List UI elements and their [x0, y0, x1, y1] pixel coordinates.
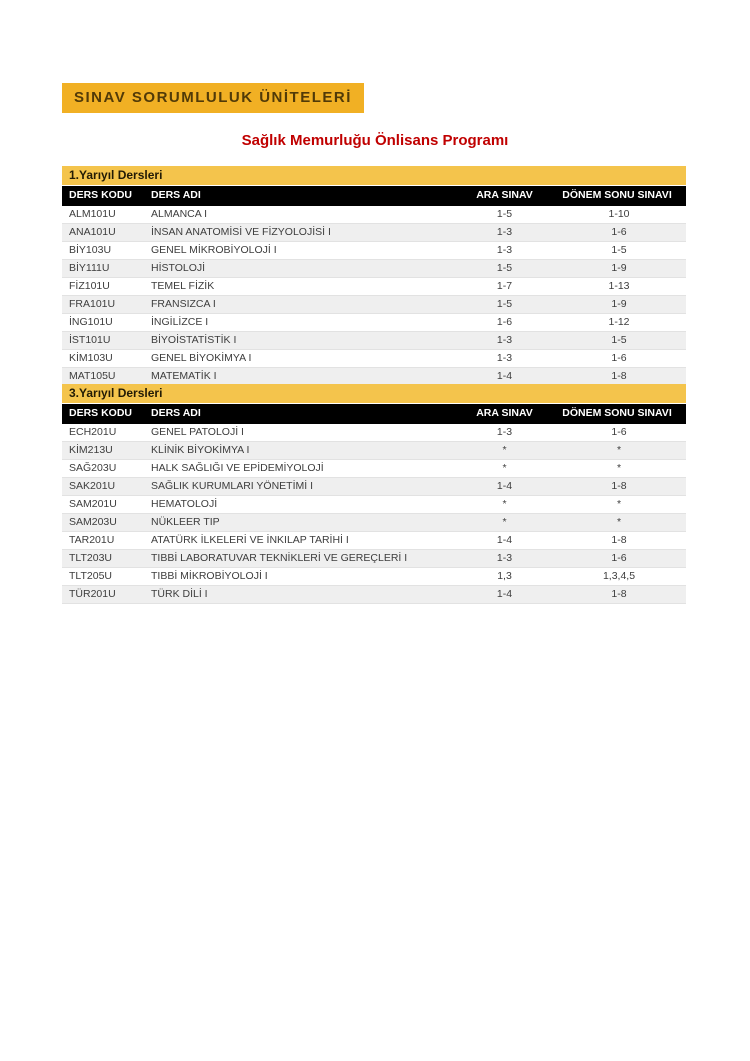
course-name: HEMATOLOJİ	[147, 496, 457, 514]
course-code: FRA101U	[62, 296, 147, 314]
course-name: BİYOİSTATİSTİK I	[147, 332, 457, 350]
col-header-ders-adi: DERS ADI	[147, 404, 457, 424]
course-name: GENEL PATOLOJİ I	[147, 424, 457, 442]
table-section-semester-3	[62, 384, 686, 604]
course-code: TLT205U	[62, 568, 147, 586]
midterm-exam-units: 1-5	[457, 206, 552, 224]
course-name: TÜRK DİLİ I	[147, 586, 457, 604]
course-code: TLT203U	[62, 550, 147, 568]
midterm-exam-units: *	[457, 496, 552, 514]
table-row	[62, 478, 686, 496]
course-code: TÜR201U	[62, 586, 147, 604]
course-code: SAM201U	[62, 496, 147, 514]
final-exam-units: *	[552, 442, 686, 460]
course-code: SAĞ203U	[62, 460, 147, 478]
col-header-ders-adi: DERS ADI	[147, 186, 457, 206]
final-exam-units: 1-8	[552, 586, 686, 604]
table-row	[62, 350, 686, 368]
midterm-exam-units: 1-3	[457, 332, 552, 350]
page-title: SINAV SORUMLULUK ÜNİTELERİ	[74, 89, 352, 106]
col-header-ders-kodu: DERS KODU	[62, 404, 147, 424]
table-row	[62, 332, 686, 350]
table-row	[62, 296, 686, 314]
midterm-exam-units: 1-3	[457, 424, 552, 442]
course-name: TIBBİ MİKROBİYOLOJİ I	[147, 568, 457, 586]
final-exam-units: 1-12	[552, 314, 686, 332]
midterm-exam-units: 1-3	[457, 242, 552, 260]
table-row	[62, 260, 686, 278]
course-name: KLİNİK BİYOKİMYA I	[147, 442, 457, 460]
final-exam-units: 1-8	[552, 478, 686, 496]
final-exam-units: 1-6	[552, 424, 686, 442]
final-exam-units: 1-5	[552, 332, 686, 350]
table-row	[62, 224, 686, 242]
course-code: SAK201U	[62, 478, 147, 496]
final-exam-units: *	[552, 460, 686, 478]
midterm-exam-units: *	[457, 442, 552, 460]
midterm-exam-units: 1-4	[457, 478, 552, 496]
final-exam-units: 1-9	[552, 296, 686, 314]
course-code: BİY103U	[62, 242, 147, 260]
final-exam-units: 1-6	[552, 224, 686, 242]
course-code: ECH201U	[62, 424, 147, 442]
col-header-ara-sinav: ARA SINAV	[457, 186, 552, 206]
final-exam-units: 1-9	[552, 260, 686, 278]
midterm-exam-units: *	[457, 514, 552, 532]
course-code: SAM203U	[62, 514, 147, 532]
midterm-exam-units: 1-4	[457, 368, 552, 386]
midterm-exam-units: 1-7	[457, 278, 552, 296]
table-row	[62, 368, 686, 386]
final-exam-units: *	[552, 514, 686, 532]
course-name: TEMEL FİZİK	[147, 278, 457, 296]
final-exam-units: 1-6	[552, 550, 686, 568]
courses-table-semester-1	[62, 186, 686, 386]
table-row	[62, 514, 686, 532]
table-row	[62, 568, 686, 586]
table-header-row	[62, 404, 686, 424]
course-code: FİZ101U	[62, 278, 147, 296]
program-subtitle: Sağlık Memurluğu Önlisans Programı	[241, 132, 509, 149]
course-code: İST101U	[62, 332, 147, 350]
course-code: İNG101U	[62, 314, 147, 332]
table-title-band: 3.Yarıyıl Dersleri	[62, 384, 686, 403]
col-header-ders-kodu: DERS KODU	[62, 186, 147, 206]
table-row	[62, 424, 686, 442]
col-header-donem-sonu-sinavi: DÖNEM SONU SINAVI	[552, 404, 686, 424]
course-name: HİSTOLOJİ	[147, 260, 457, 278]
midterm-exam-units: 1-3	[457, 224, 552, 242]
course-name: GENEL MİKROBİYOLOJİ I	[147, 242, 457, 260]
table-row	[62, 206, 686, 224]
course-code: KİM103U	[62, 350, 147, 368]
table-row	[62, 460, 686, 478]
midterm-exam-units: 1-3	[457, 350, 552, 368]
course-name: GENEL BİYOKİMYA I	[147, 350, 457, 368]
final-exam-units: 1-13	[552, 278, 686, 296]
midterm-exam-units: 1,3	[457, 568, 552, 586]
table-row	[62, 442, 686, 460]
course-name: ALMANCA I	[147, 206, 457, 224]
course-name: ATATÜRK İLKELERİ VE İNKILAP TARİHİ I	[147, 532, 457, 550]
final-exam-units: 1-8	[552, 368, 686, 386]
table-body-semester-1	[62, 206, 686, 386]
table-row	[62, 550, 686, 568]
final-exam-units: 1-10	[552, 206, 686, 224]
course-code: ALM101U	[62, 206, 147, 224]
col-header-ara-sinav: ARA SINAV	[457, 404, 552, 424]
midterm-exam-units: 1-5	[457, 296, 552, 314]
midterm-exam-units: 1-4	[457, 532, 552, 550]
course-name: MATEMATİK I	[147, 368, 457, 386]
page-title-banner	[62, 83, 364, 113]
midterm-exam-units: *	[457, 460, 552, 478]
course-code: TAR201U	[62, 532, 147, 550]
table-row	[62, 586, 686, 604]
course-code: MAT105U	[62, 368, 147, 386]
table-row	[62, 314, 686, 332]
midterm-exam-units: 1-3	[457, 550, 552, 568]
table-body-semester-3	[62, 424, 686, 604]
course-name: İNGİLİZCE I	[147, 314, 457, 332]
final-exam-units: 1-5	[552, 242, 686, 260]
course-name: TIBBİ LABORATUVAR TEKNİKLERİ VE GEREÇLERİ I	[147, 550, 457, 568]
col-header-donem-sonu-sinavi: DÖNEM SONU SINAVI	[552, 186, 686, 206]
course-name: SAĞLIK KURUMLARI YÖNETİMİ I	[147, 478, 457, 496]
table-header-row	[62, 186, 686, 206]
course-name: HALK SAĞLIĞI VE EPİDEMİYOLOJİ	[147, 460, 457, 478]
final-exam-units: 1,3,4,5	[552, 568, 686, 586]
midterm-exam-units: 1-5	[457, 260, 552, 278]
course-name: İNSAN ANATOMİSİ VE FİZYOLOJİSİ I	[147, 224, 457, 242]
table-row	[62, 496, 686, 514]
course-name: FRANSIZCA I	[147, 296, 457, 314]
table-row	[62, 242, 686, 260]
final-exam-units: 1-6	[552, 350, 686, 368]
final-exam-units: 1-8	[552, 532, 686, 550]
course-code: KİM213U	[62, 442, 147, 460]
course-code: BİY111U	[62, 260, 147, 278]
table-title-band: 1.Yarıyıl Dersleri	[62, 166, 686, 185]
table-section-semester-1	[62, 166, 686, 386]
midterm-exam-units: 1-6	[457, 314, 552, 332]
midterm-exam-units: 1-4	[457, 586, 552, 604]
final-exam-units: *	[552, 496, 686, 514]
course-name: NÜKLEER TIP	[147, 514, 457, 532]
courses-table-semester-3	[62, 404, 686, 604]
table-row	[62, 278, 686, 296]
course-code: ANA101U	[62, 224, 147, 242]
table-row	[62, 532, 686, 550]
